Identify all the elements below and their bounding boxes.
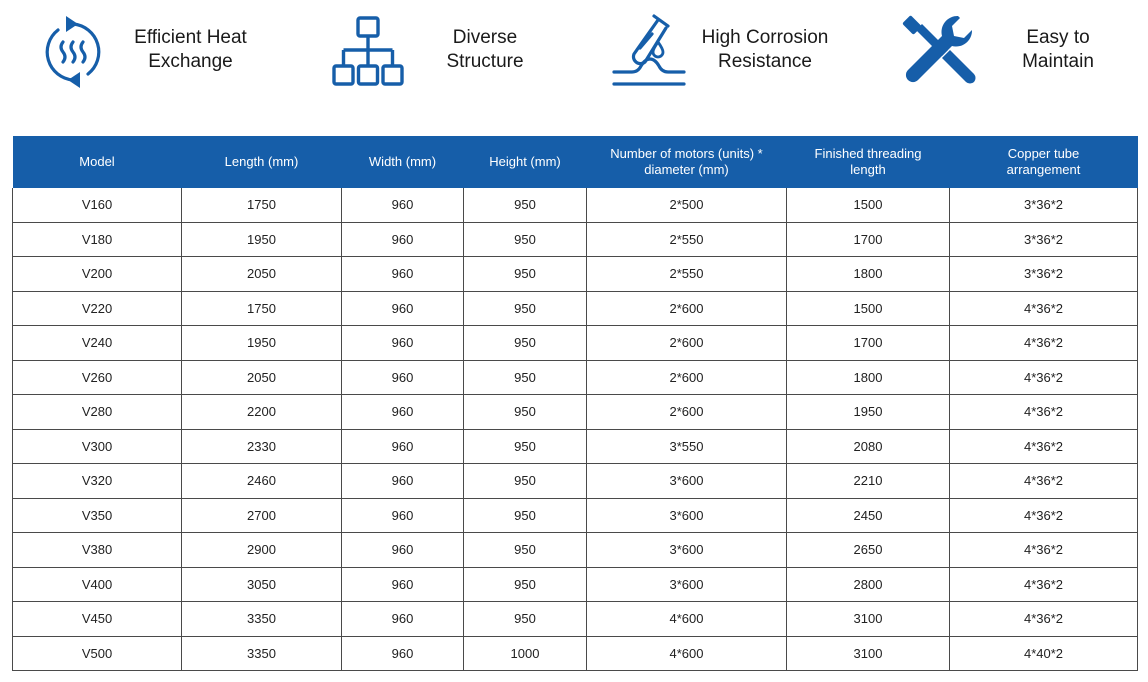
table-cell: 1800 [787,257,950,292]
column-header-line1: Number of motors (units) * [610,146,763,161]
table-cell: 1500 [787,291,950,326]
feature-label-line2: Structure [446,51,524,72]
table-cell: 950 [464,291,587,326]
feature-label [118,26,263,74]
table-cell: 950 [464,602,587,637]
table-cell: 2*550 [587,257,787,292]
column-header-line1: Finished threading [814,146,922,161]
table-cell: 950 [464,395,587,430]
table-cell: 960 [342,567,464,602]
table-header-row [13,136,1138,188]
table-cell: 1800 [787,360,950,395]
table-cell: 2330 [182,429,342,464]
table-cell: 2*500 [587,188,787,222]
table-cell: 1700 [787,222,950,257]
table-cell: 960 [342,291,464,326]
table-cell: 3*36*2 [950,222,1138,257]
table-row [13,257,1138,292]
table-cell: 2*600 [587,326,787,361]
table-header [13,136,1138,188]
table-cell: 2210 [787,464,950,499]
spec-table [12,136,1138,671]
table-cell: 960 [342,222,464,257]
column-header [787,136,950,188]
table-cell: 2460 [182,464,342,499]
table-cell: 960 [342,188,464,222]
table-cell: 2*600 [587,360,787,395]
column-header-line2: diameter (mm) [644,162,729,177]
column-header [13,136,182,188]
table-cell: 4*40*2 [950,636,1138,671]
table-cell: 4*600 [587,636,787,671]
table-cell: 4*36*2 [950,360,1138,395]
table-cell: 2050 [182,360,342,395]
table-cell: V220 [13,291,182,326]
table-cell: 4*36*2 [950,567,1138,602]
table-cell: 2450 [787,498,950,533]
table-cell: V260 [13,360,182,395]
test-tube-icon [610,12,688,90]
column-header-line1: Copper tube [1007,146,1080,161]
table-body [13,188,1138,671]
table-cell: 4*36*2 [950,395,1138,430]
table-cell: 4*36*2 [950,533,1138,568]
feature-label [1008,26,1108,74]
feature-diverse-structure [290,0,580,100]
table-cell: 950 [464,360,587,395]
feature-label-line2: Resistance [718,51,812,72]
table-cell: 2650 [787,533,950,568]
table-cell: 950 [464,429,587,464]
table-cell: 3050 [182,567,342,602]
column-header [464,136,587,188]
table-cell: 2*550 [587,222,787,257]
table-cell: 1700 [787,326,950,361]
table-cell: 960 [342,602,464,637]
table-cell: 1950 [787,395,950,430]
table-row [13,636,1138,671]
table-row [13,395,1138,430]
table-cell: 960 [342,533,464,568]
table-cell: 2*600 [587,395,787,430]
table-cell: 3350 [182,636,342,671]
table-cell: 950 [464,567,587,602]
table-cell: 960 [342,636,464,671]
table-cell: 950 [464,498,587,533]
table-row [13,326,1138,361]
table-cell: V320 [13,464,182,499]
table-cell: 2080 [787,429,950,464]
table-cell: 3*600 [587,533,787,568]
table-cell: V400 [13,567,182,602]
feature-label-line2: Maintain [1022,51,1094,72]
column-header-line1: Width (mm) [368,154,437,169]
table-cell: V180 [13,222,182,257]
table-cell: 950 [464,188,587,222]
column-header-line2: length [850,162,886,177]
table-cell: 960 [342,360,464,395]
table-cell: 2700 [182,498,342,533]
table-cell: V280 [13,395,182,430]
table-cell: 950 [464,326,587,361]
column-header-line1: Model [79,154,115,169]
table-cell: V350 [13,498,182,533]
table-cell: V160 [13,188,182,222]
table-cell: 2800 [787,567,950,602]
table-cell: 950 [464,533,587,568]
table-cell: V450 [13,602,182,637]
table-cell: 3100 [787,636,950,671]
table-cell: 1750 [182,188,342,222]
feature-heat-exchange [0,0,290,100]
tools-icon [902,12,978,88]
table-cell: 960 [342,395,464,430]
table-cell: 2050 [182,257,342,292]
table-cell: 1950 [182,222,342,257]
table-cell: 4*36*2 [950,326,1138,361]
table-cell: 2200 [182,395,342,430]
column-header-line2: arrangement [1006,162,1081,177]
table-cell: 3*600 [587,567,787,602]
table-cell: 960 [342,498,464,533]
feature-strip [0,0,1148,136]
table-cell: 1000 [464,636,587,671]
feature-label-line1: High Corrosion [701,27,829,48]
feature-label-line1: Efficient Heat [134,27,247,48]
table-cell: V380 [13,533,182,568]
table-cell: V240 [13,326,182,361]
table-row [13,464,1138,499]
table-cell: 1750 [182,291,342,326]
structure-icon [332,15,404,87]
table-row [13,188,1138,222]
feature-easy-maintain [870,0,1148,100]
table-cell: 4*36*2 [950,498,1138,533]
heat-exchange-icon [40,12,106,92]
table-cell: 960 [342,326,464,361]
column-header [182,136,342,188]
table-row [13,567,1138,602]
column-header-line1: Length (mm) [224,154,299,169]
table-cell: 4*36*2 [950,602,1138,637]
table-row [13,360,1138,395]
table-cell: 3100 [787,602,950,637]
column-header [342,136,464,188]
column-header-line1: Height (mm) [489,154,561,169]
table-cell: 3*36*2 [950,257,1138,292]
table-row [13,429,1138,464]
feature-label [425,26,545,74]
column-header [950,136,1138,188]
table-cell: 2900 [182,533,342,568]
table-cell: 960 [342,257,464,292]
table-cell: 3*550 [587,429,787,464]
feature-label [690,26,840,74]
table-row [13,291,1138,326]
feature-label-line1: Easy to [1026,27,1090,48]
table-cell: V300 [13,429,182,464]
table-row [13,533,1138,568]
feature-label-line1: Diverse [452,27,518,48]
table-cell: 1500 [787,188,950,222]
table-row [13,602,1138,637]
table-cell: V500 [13,636,182,671]
table-cell: 950 [464,464,587,499]
table-cell: 960 [342,429,464,464]
feature-corrosion-resistance [580,0,870,100]
table-row [13,498,1138,533]
table-cell: 950 [464,257,587,292]
table-cell: 3*600 [587,498,787,533]
table-cell: 4*36*2 [950,291,1138,326]
table-cell: 3*600 [587,464,787,499]
table-cell: V200 [13,257,182,292]
column-header [587,136,787,188]
table-cell: 1950 [182,326,342,361]
table-cell: 2*600 [587,291,787,326]
table-cell: 4*36*2 [950,429,1138,464]
table-cell: 4*600 [587,602,787,637]
table-cell: 4*36*2 [950,464,1138,499]
table-row [13,222,1138,257]
table-cell: 3350 [182,602,342,637]
feature-label-line2: Exchange [148,51,233,72]
table-cell: 3*36*2 [950,188,1138,222]
table-cell: 960 [342,464,464,499]
table-cell: 950 [464,222,587,257]
